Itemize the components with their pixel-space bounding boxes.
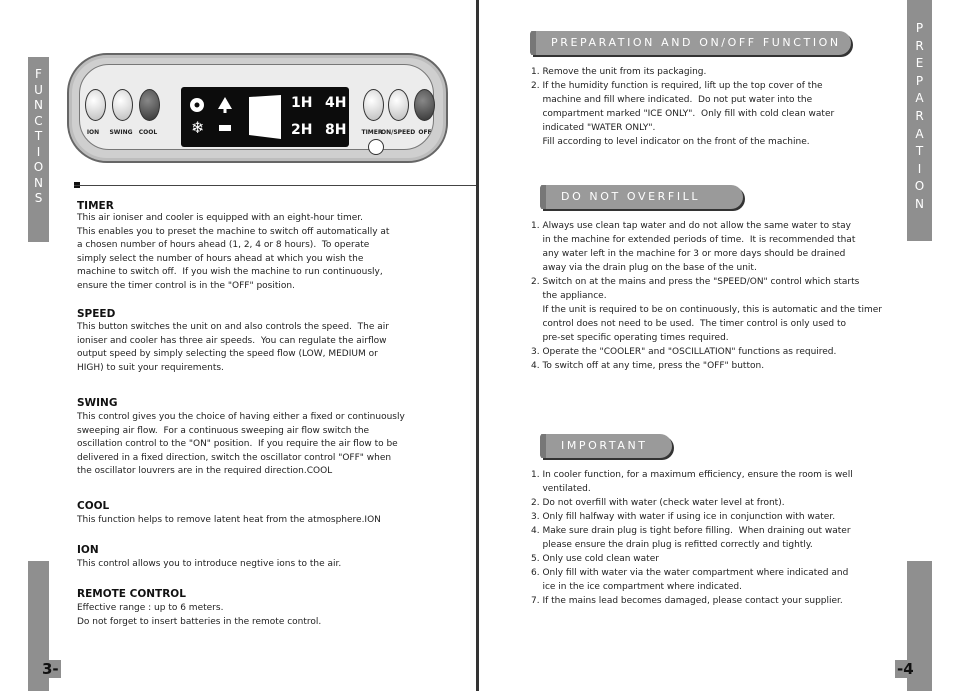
speed-body: This button switches the unit on and also controls the speed. The air ioniser and cooler has three air speeds. You can regulate the airflow output speed by simply selecting the speed flow (LOW, MEDIUM or HIGH) to suit your requirements. [77,322,389,373]
swing-body: This control gives you the choice of having either a fixed or continuously sweeping air flow. For a continuous sweeping air flow switch the oscillation control to the "ON" position. If you require the air flow to be delivered in a fixed direction, switch the oscillator control "OFF" when the oscillator louvrers are in the required direction.COOL [77,412,405,477]
functions-tab-letters [28,67,49,207]
ion-button [85,89,106,121]
snowflake-icon: ❄ [191,118,205,137]
preparation-side-tab [907,0,932,241]
do-not-overfill-list: 1. Always use clean tap water and do not allow the same water to stay in the machine for extended periods of time. It is recommended that any water left in the machine for 3 or more days should be drained away via the drain plug on the base of the unit. 2. Switch on at the mains and press the "SPEED/ON" control which starts the appliance. If the unit is required to be on continuously, this is automatic and the timer control does not need to be used. The timer control is only used to pre-set specific operating times required. 3. Operate the "COOLER" and "OSCILLATION" functions as required. 4. To switch off at any time, press the "OFF" button. [531,221,882,371]
control-panel-diagram [67,53,448,163]
timer-2h: 2H [291,122,313,138]
preparation-tab-letters [907,20,932,214]
cool-label: COOL [138,129,158,136]
preparation-tab-letter: N [915,196,924,211]
louvre-icon [219,125,231,131]
preparation-tab-letter: R [915,108,924,123]
page-number-right: -4 [897,660,914,678]
swing-heading: SWING [77,397,118,409]
swing-button [112,89,133,121]
remote-control-body: Effective range : up to 6 meters. Do not forget to insert batteries in the remote control. [77,603,322,627]
functions-tab-letter: T [34,129,43,143]
on-speed-label: ON/SPEED [381,129,416,136]
off-button [414,89,435,121]
functions-tab-letter: S [34,191,43,205]
important-banner: IMPORTANT [541,434,672,458]
timer-body: This air ioniser and cooler is equipped with an eight-hour timer. This enables you to preset the machine to switch off automatically at a chosen number of hours ahead (1, 2, 4 or 8 hours). To operate simply select the number of hours ahead at which you wish the machine to switch off. If you wish the machine to run continuously, ensure the timer control is in the "OFF" position. [77,213,390,291]
tree-trunk-icon [224,109,227,113]
timer-label: TIMER [361,129,383,136]
timer-1h: 1H [291,95,313,111]
control-panel-face [79,64,434,150]
functions-tab-letter: F [35,67,42,81]
important-list: 1. In cooler function, for a maximum efficiency, ensure the room is well ventilated. 2. Do not overfill with water (check water level at front). 3. Only fill halfway with water if using ice in conjunction with water. 4. Make sure drain plug is tight before filling. When draining out water please ensure the drain plug is refitted correctly and tightly. 5. Only use cold clean water 6. Only fill with water via the water compartment where indicated and ice in the ice compartment where indicated. 7. If the mains lead becomes damaged, please contact your supplier. [531,470,853,606]
page-number-left: 3- [42,660,59,678]
lcd-display [181,87,349,147]
ion-body: This control allows you to introduce negtive ions to the air. [77,559,342,569]
cool-heading: COOL [77,500,110,512]
preparation-tab-letter: O [914,179,925,194]
functions-side-tab [28,57,49,242]
preparation-tab-letter: A [915,126,924,141]
timer-button [363,89,384,121]
divider-line [74,185,477,186]
timer-8h: 8H [325,122,347,138]
preparation-banner: PREPARATION AND ON/OFF FUNCTION [531,31,851,55]
functions-tab-letter: C [34,113,43,128]
preparation-tab-letter: P [915,21,924,35]
preparation-tab-letter: P [915,73,924,88]
preparation-tab-letter: I [917,161,922,176]
functions-tab-letter: U [34,82,43,97]
preparation-tab-letter: E [915,56,924,71]
preparation-tab-letter: A [915,91,924,106]
speed-wedge-icon [249,95,281,139]
cool-body: This function helps to remove latent heat from the atmosphere.ION [77,515,381,525]
off-label: OFF [418,129,432,136]
ion-heading: ION [77,544,99,556]
functions-tab-letter: I [36,144,41,159]
remote-control-heading: REMOTE CONTROL [77,588,186,600]
timer-heading: TIMER [77,200,114,212]
receiver-knob [368,139,384,155]
ion-label: ION [86,129,100,136]
on-speed-button [388,89,409,121]
functions-tab-letter: N [34,98,43,112]
preparation-list: 1. Remove the unit from its packaging. 2. If the humidity function is required, lift up the top cover of the machine and fill where indicated. Do not put water into the compartment marked "ICE ONLY". Only fill with cold clean water indicated "WATER ONLY". Fill according to level indicator on the front of the machine. [531,67,835,147]
preparation-tab-letter: R [915,38,924,53]
functions-tab-letter: O [33,160,44,174]
cool-button [139,89,160,121]
display-icons [181,87,349,147]
do-not-overfill-banner: DO NOT OVERFILL [541,185,743,209]
tree-icon [218,97,232,109]
speed-heading: SPEED [77,308,116,320]
preparation-tab-letter: T [915,144,924,159]
timer-4h: 4H [325,95,347,111]
functions-tab-letter: N [34,175,43,190]
swing-label: SWING [109,129,133,136]
fan-hub-icon [195,103,200,108]
